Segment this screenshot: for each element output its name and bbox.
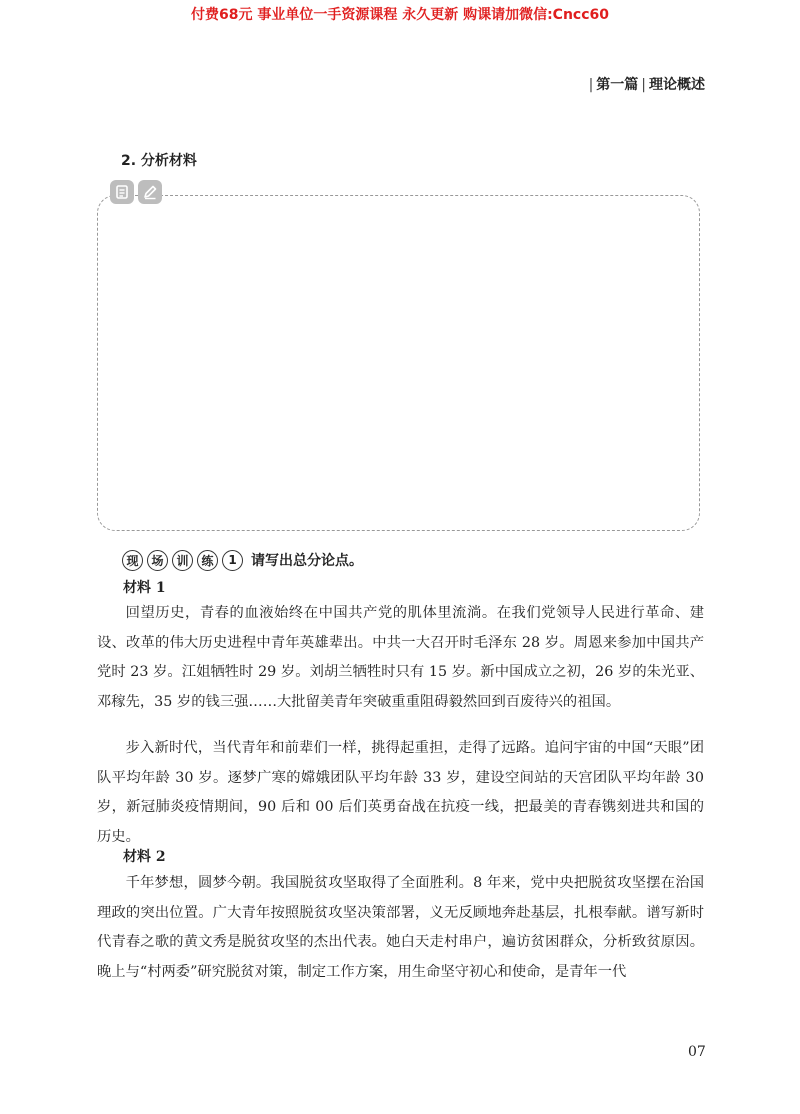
- running-header: | 第一篇 | 理论概述: [588, 77, 705, 93]
- exercise-number: 1: [222, 550, 243, 571]
- notes-icons: [110, 180, 164, 206]
- chapter-label: 理论概述: [649, 77, 705, 93]
- exercise-char: 练: [197, 550, 218, 571]
- pencil-icon: [138, 180, 162, 204]
- material-title: 材料 2: [123, 849, 166, 865]
- material-paragraph: 回望历史，青春的血液始终在中国共产党的肌体里流淌。在我们党领导人民进行革命、建设、改革的伟大历史进程中青年英雄辈出。中共一大召开时毛泽东 28 岁。周恩来参加中国共产党时 23 岁。江姐牺牲时 29 岁。刘胡兰牺牲时只有 15 岁。新中国成立之初，26 岁的朱光亚、邓稼先，35 岁的钱三强……大批留美青年突破重重阻碍毅然回到百废待兴的祖国。: [97, 605, 704, 710]
- exercise-header: [122, 547, 363, 573]
- watermark-banner: 付费68元 事业单位一手资源课程 永久更新 购课请加微信:Cncc60: [190, 7, 610, 23]
- notes-area[interactable]: [97, 195, 700, 531]
- exercise-char: 训: [172, 550, 193, 571]
- exercise-prompt: 请写出总分论点。: [251, 553, 363, 569]
- exercise-char: 场: [147, 550, 168, 571]
- part-label: 第一篇: [596, 77, 639, 93]
- exercise-char: 现: [122, 550, 143, 571]
- page-number: 07: [688, 1044, 706, 1060]
- material-paragraph: 步入新时代，当代青年和前辈们一样，挑得起重担，走得了远路。追问宇宙的中国“天眼”团队平均年龄 30 岁。逐梦广寒的嫦娥团队平均年龄 33 岁，建设空间站的天宫团队平均年龄 30 岁，新冠肺炎疫情期间，90 后和 00 后们英勇奋战在抗疫一线，把最美的青春镌刻进共和国的历史。: [97, 740, 704, 845]
- material-title: 材料 1: [123, 580, 166, 596]
- material-paragraph: 千年梦想，圆梦今朝。我国脱贫攻坚取得了全面胜利。8 年来，党中央把脱贫攻坚摆在治国理政的突出位置。广大青年按照脱贫攻坚决策部署，义无反顾地奔赴基层，扎根奉献。谱写新时代青春之歌的黄文秀是脱贫攻坚的杰出代表。她白天走村串户，遍访贫困群众，分析致贫原因。晚上与“村两委”研究脱贫对策，制定工作方案，用生命坚守初心和使命，是青年一代: [97, 875, 704, 980]
- section-heading: 2. 分析材料: [121, 153, 197, 169]
- notes-icon: [110, 180, 134, 204]
